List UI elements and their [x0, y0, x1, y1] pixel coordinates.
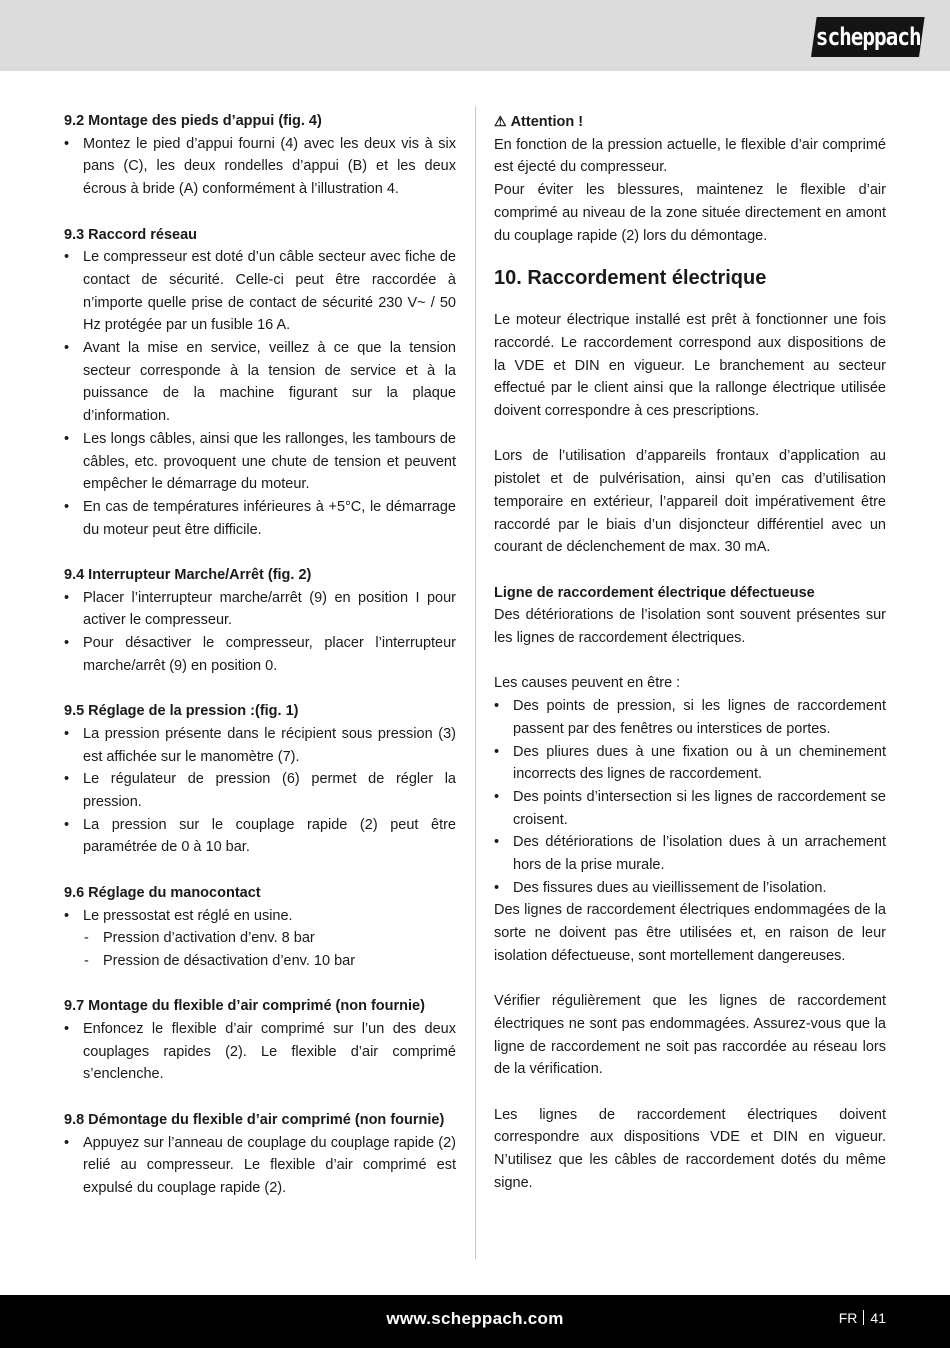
language-code: FR: [838, 1310, 858, 1326]
list-item: • Des détériorations de l’isolation dues à un arrachement hors de la prise murale.: [494, 831, 886, 876]
list-item: • La pression sur le couplage rapide (2) peut être paramétrée de 0 à 10 bar.: [64, 814, 456, 859]
section-9-5-list: [64, 723, 456, 859]
section-9-3-list: [64, 246, 456, 541]
right-column: [494, 110, 886, 1195]
list-item: • Avant la mise en service, veillez à ce que la tension secteur corresponde à la tension de service et à la puissance de la machine figurant sur la plaque d’information.: [64, 337, 456, 428]
list-item: • Des points d’intersection si les lignes de raccordement se croisent.: [494, 786, 886, 831]
page-separator: [863, 1310, 864, 1325]
list-item: • Enfoncez le flexible d’air comprimé sur l’un des deux couplages rapides (2). Le flexible d’air comprimé s’enclenche.: [64, 1018, 456, 1086]
footer-bar: [0, 1295, 950, 1348]
sub-list-item: - Pression de désactivation d’env. 10 bar: [64, 950, 456, 973]
list-item: • Des fissures dues au vieillissement de l’isolation.: [494, 877, 886, 900]
final-paragraph: Les lignes de raccordement électriques doivent correspondre aux dispositions VDE et DIN en vigueur. N’utilisez que les câbles de raccordement dotés du même signe.: [494, 1106, 886, 1191]
section-9-6-title: 9.6 Réglage du manocontact: [64, 884, 261, 901]
warning-triangle-icon: ⚠: [494, 113, 507, 129]
section-9-5-title: 9.5 Réglage de la pression :(fig. 1): [64, 703, 299, 720]
list-item: • Le pressostat est réglé en usine.: [64, 905, 456, 928]
section-9-4-list: [64, 587, 456, 678]
list-item: • La pression présente dans le récipient sous pression (3) est affichée sur le manomètre (7).: [64, 723, 456, 768]
page-indicator: [839, 1310, 886, 1326]
list-item: • Placer l’interrupteur marche/arrêt (9) en position I pour activer le compresseur.: [64, 587, 456, 632]
list-item: • Les longs câbles, ainsi que les rallonges, les tambours de câbles, etc. provoquent une chute de tension et peuvent empêcher le démarrage du moteur.: [64, 428, 456, 496]
sub-list-item: - Pression d’activation d’env. 8 bar: [64, 927, 456, 950]
causes-intro: Les causes peuvent en être :: [494, 675, 681, 692]
list-item: • Pour désactiver le compresseur, placer l’interrupteur marche/arrêt (9) en position 0.: [64, 632, 456, 677]
list-item: • Des pliures dues à une fixation ou à un cheminement incorrects des lignes de raccordement.: [494, 741, 886, 786]
scheppach-logo: scheppach: [811, 17, 925, 57]
section-9-7-list: [64, 1018, 456, 1086]
section-10-title: 10. Raccordement électrique: [494, 267, 767, 290]
section-9-4-title: 9.4 Interrupteur Marche/Arrêt (fig. 2): [64, 567, 312, 584]
check-paragraph: Vérifier régulièrement que les lignes de raccordement électriques ne sont pas endommagées. Assurez-vous que la ligne de raccordement ne soit pas raccordée au réseau lors de la vérification.: [494, 993, 886, 1078]
page-number: 41: [870, 1310, 886, 1326]
list-item: • Le régulateur de pression (6) permet de régler la pression.: [64, 768, 456, 813]
attention-paragraph: En fonction de la pression actuelle, le flexible d’air comprimé est éjecté du compresseur.: [494, 136, 886, 176]
list-item: • En cas de températures inférieures à +5°C, le démarrage du moteur peut être difficile.: [64, 496, 456, 541]
section-9-2-list: [64, 133, 456, 201]
list-item: • Des points de pression, si les lignes de raccordement passent par des fenêtres ou interstices de portes.: [494, 695, 886, 740]
attention-title: ⚠ Attention !: [494, 113, 584, 130]
defect-warning-paragraph: Des lignes de raccordement électriques endommagées de la sorte ne doivent pas être utilisées et, en raison de leur isolation défectueuse, sont mortellement dangereuses.: [494, 902, 886, 964]
defect-title: Ligne de raccordement électrique défectueuse: [494, 584, 815, 601]
section-10-paragraph: Lors de l’utilisation d’appareils frontaux d’application au pistolet et de pulvérisation, ainsi qu’en cas d’utilisation temporaire en extérieur, l’appareil doit impérativement être raccordé par le biais d’un disjoncteur différentiel avec un courant de déclenchement de max. 30 mA.: [494, 448, 886, 556]
section-9-2-title: 9.2 Montage des pieds d’appui (fig. 4): [64, 113, 322, 129]
list-item: • Le compresseur est doté d’un câble secteur avec fiche de contact de sécurité. Celle-ci peut être raccordée à n’importe quelle prise de contact de sécurité 230 V~ / 50 Hz protégée par un fusible 16 A.: [64, 246, 456, 337]
column-divider: [475, 106, 476, 1259]
section-9-6-list: [64, 905, 456, 973]
section-9-8-title: 9.8 Démontage du flexible d’air comprimé (non fournie): [64, 1111, 445, 1128]
left-column: [64, 110, 456, 1200]
section-9-8-list: [64, 1132, 456, 1200]
list-item: • Appuyez sur l’anneau de couplage du couplage rapide (2) relié au compresseur. Le flexible d’air comprimé est expulsé du couplage rapide (2).: [64, 1132, 456, 1200]
section-9-3-title: 9.3 Raccord réseau: [64, 226, 197, 243]
list-item: • Montez le pied d’appui fourni (4) avec les deux vis à six pans (C), les deux rondelles d’appui (B) et les deux écrous à bride (A) conformément à l’illustration 4.: [64, 133, 456, 201]
section-9-7-title: 9.7 Montage du flexible d’air comprimé (non fournie): [64, 998, 425, 1015]
attention-paragraph: Pour éviter les blessures, maintenez le flexible d’air comprimé au niveau de la zone située directement en amont du couplage rapide (2) lors du démontage.: [494, 182, 886, 244]
section-10-paragraph: Le moteur électrique installé est prêt à fonctionner une fois raccordé. Le raccordement correspond aux dispositions de la VDE et DIN en vigueur. Le branchement au secteur effectué par le client ainsi que la rallonge électrique utilisée doivent correspondre à ces prescriptions.: [494, 312, 886, 420]
website-url: www.scheppach.com: [386, 1309, 564, 1328]
header-bar: [0, 0, 950, 71]
causes-list: [494, 695, 886, 899]
defect-paragraph: Des détériorations de l’isolation sont souvent présentes sur les lignes de raccordement électriques.: [494, 607, 886, 647]
